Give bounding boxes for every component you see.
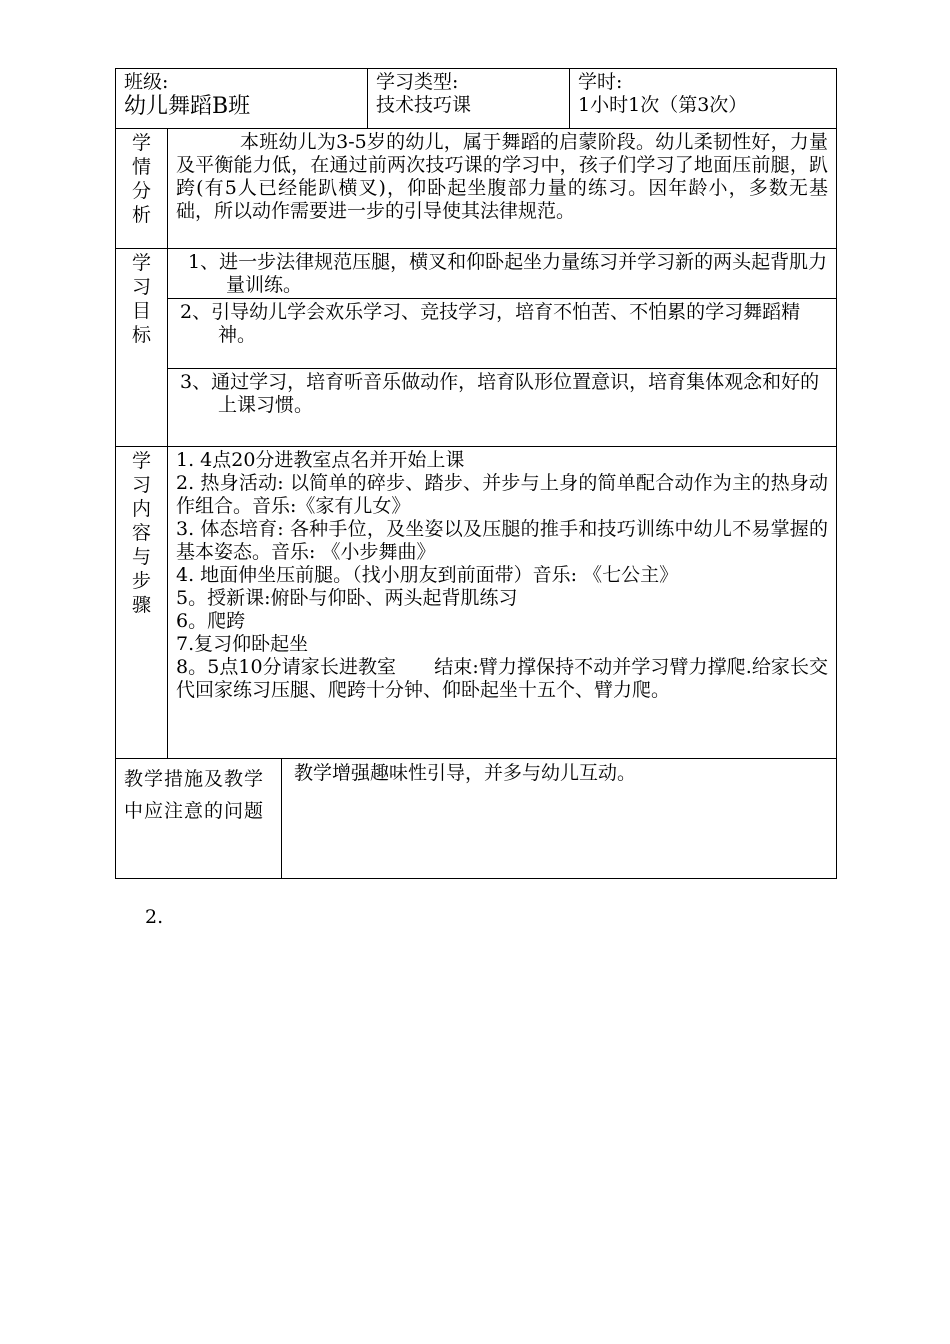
header-row bbox=[116, 69, 837, 129]
lesson-plan-table bbox=[115, 68, 837, 879]
notes-row bbox=[116, 759, 837, 879]
type-cell bbox=[368, 69, 570, 129]
analysis-row bbox=[116, 129, 837, 249]
content-cell bbox=[168, 447, 837, 759]
step-item: 8。5点10分请家长进教室 结束:臂力撑保持不动并学习臂力撑爬.给家长交代回家练习压腿、爬跨十分钟、仰卧起坐十五个、臂力爬。 bbox=[176, 656, 829, 701]
goals-label: 学 习 目 标 bbox=[116, 249, 168, 447]
step-item: 7.复习仰卧起坐 bbox=[176, 633, 309, 655]
type-label: 学习类型: bbox=[376, 71, 459, 93]
class-value: 幼儿舞蹈B班 bbox=[124, 94, 251, 119]
notes-text: 教学增强趣味性引导，并多与幼儿互动。 bbox=[294, 762, 637, 784]
goal-row-1 bbox=[116, 249, 837, 299]
goal-row-2 bbox=[116, 299, 837, 369]
hours-value: 1小时1次（第3次） bbox=[578, 94, 748, 116]
type-value: 技术技巧课 bbox=[376, 94, 472, 116]
step-item: 4. 地面伸坐压前腿。（找小朋友到前面带）音乐: 《七公主》 bbox=[176, 564, 679, 586]
steps-list bbox=[168, 447, 836, 702]
step-item: 5。授新课:俯卧与仰卧、两头起背肌练习 bbox=[176, 587, 518, 609]
class-cell bbox=[116, 69, 368, 129]
step-item: 6。爬跨 bbox=[176, 610, 246, 632]
analysis-cell bbox=[168, 129, 837, 249]
notes-text-cell bbox=[282, 759, 837, 879]
notes-label-cell bbox=[116, 759, 282, 879]
step-item: 3. 体态培育: 各种手位，及坐姿以及压腿的推手和技巧训练中幼儿不易掌握的基本姿态。音乐: 《小步舞曲》 bbox=[176, 518, 829, 563]
content-row bbox=[116, 447, 837, 759]
goal-row-3 bbox=[116, 369, 837, 447]
hours-label: 学时: bbox=[578, 71, 623, 93]
notes-label: 教学措施及教学中应注意的问题 bbox=[124, 768, 265, 822]
lesson-plan-document bbox=[115, 68, 836, 879]
goal-item: 3、通过学习，培育听音乐做动作，培育队形位置意识，培育集体观念和好的上课习惯。 bbox=[180, 371, 820, 416]
content-label: 学 习 内 容 与 步 骤 bbox=[116, 447, 168, 759]
analysis-label: 学 情 分 析 bbox=[116, 129, 168, 249]
step-item: 2. 热身活动: 以简单的碎步、踏步、并步与上身的简单配合动作为主的热身动作组合。音乐:《家有儿女》 bbox=[176, 472, 829, 517]
goal-item: 1、进一步法律规范压腿，横叉和仰卧起坐力量练习并学习新的两头起背肌力量训练。 bbox=[188, 251, 828, 296]
analysis-text: 本班幼儿为3-5岁的幼儿，属于舞蹈的启蒙阶段。幼儿柔韧性好，力量及平衡能力低，在通过前两次技巧课的学习中，孩子们学习了地面压前腿，趴跨(有5人已经能趴横叉)，仰卧起坐腹部力量的练习。因年龄小，多数无基础，所以动作需要进一步的引导使其法律规范。 bbox=[176, 131, 829, 222]
class-label: 班级: bbox=[124, 71, 169, 93]
footer-number: 2. bbox=[145, 906, 164, 928]
hours-cell bbox=[570, 69, 837, 129]
goal-cell-1 bbox=[168, 249, 837, 299]
goal-cell-3 bbox=[168, 369, 837, 447]
goal-cell-2 bbox=[168, 299, 837, 369]
goal-item: 2、引导幼儿学会欢乐学习、竞技学习，培育不怕苦、不怕累的学习舞蹈精神。 bbox=[180, 301, 801, 346]
step-item: 1. 4点20分进教室点名并开始上课 bbox=[176, 449, 465, 471]
